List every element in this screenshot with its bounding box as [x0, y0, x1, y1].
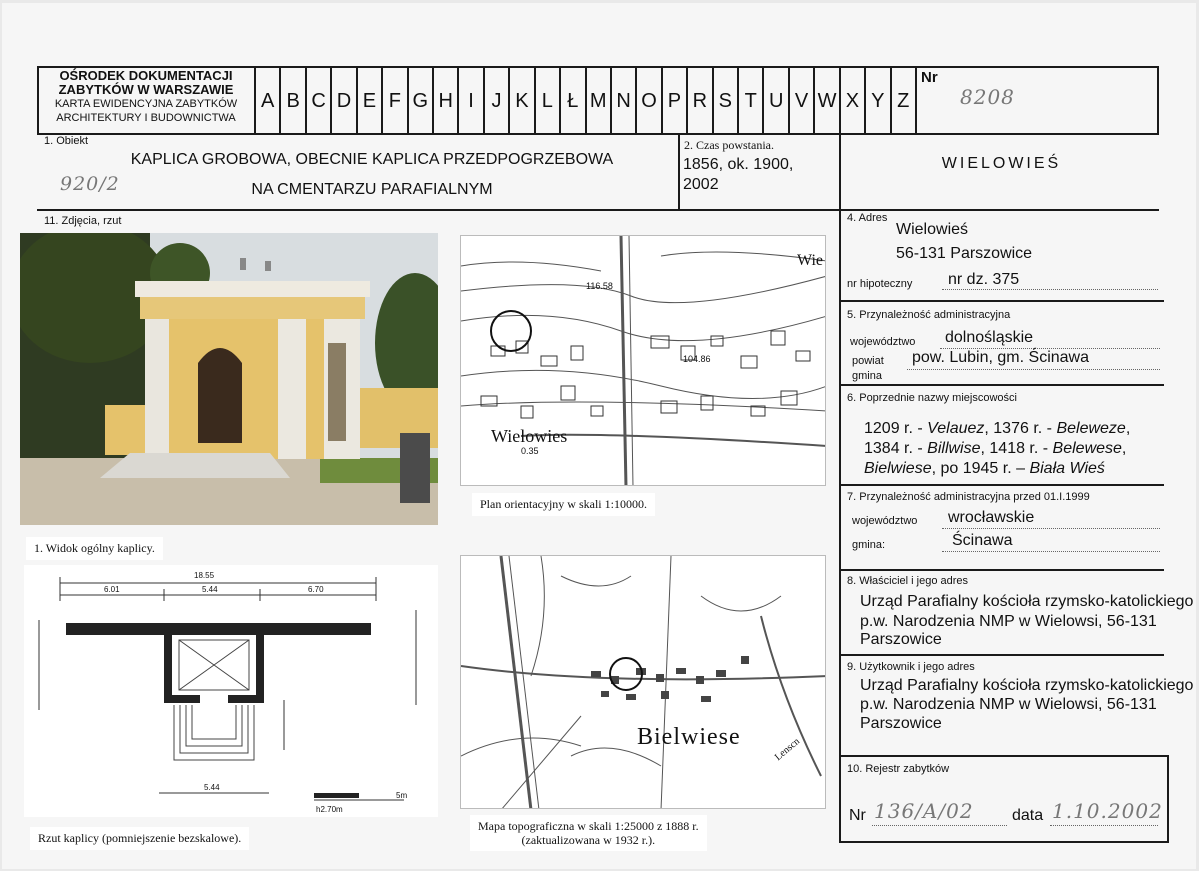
obiekt-line1: KAPLICA GROBOWA, OBECNIE KAPLICA PRZEDPOGRZEBOWA — [130, 151, 614, 168]
obiekt-line2: NA CMENTARZU PARAFIALNYM — [251, 181, 493, 198]
poprz-name-belewese: Belewese — [1052, 440, 1122, 457]
index-letter: C — [305, 68, 330, 134]
plan-map — [460, 235, 826, 486]
hip-label: nr hipoteczny — [847, 278, 913, 290]
rejestr-data-value: 1.10.2002 — [1052, 799, 1163, 823]
chapel-photo — [20, 233, 438, 525]
poprz-name-bielwiese: Bielwiese — [864, 460, 932, 477]
index-letter: R — [686, 68, 711, 134]
przyn-gmina-label: gmina — [852, 370, 882, 382]
poprz-line1 — [864, 420, 1130, 438]
org-subtitle-line1: KARTA EWIDENCYJNA ZABYTKÓW — [54, 98, 238, 110]
uzytkownik-label: 9. Użytkownik i jego adres — [847, 661, 975, 673]
obiekt-handwritten: 920/2 — [60, 173, 120, 195]
rzut-caption: Rzut kaplicy (pomniejszenie bezskalowe). — [30, 827, 249, 850]
index-letter: W — [813, 68, 838, 134]
adres-label: 4. Adres — [847, 212, 888, 224]
nr-label: Nr — [921, 69, 938, 86]
przyn-powiat-dots — [907, 369, 1160, 370]
uzytkownik-line1: Urząd Parafialny kościoła rzymsko-katolickiego — [860, 677, 1194, 694]
floor-plan-drawing — [24, 565, 438, 817]
przyn-powiat-value: pow. Lubin, gm. Ścinawa — [912, 349, 1089, 366]
wlasciciel-line1: Urząd Parafialny kościoła rzymsko-katolickiego — [860, 593, 1194, 610]
index-letter: M — [585, 68, 610, 134]
wlasciciel-line2: p.w. Narodzenia NMP w Wielowsi, 56-131 — [860, 613, 1157, 630]
przyn-powiat-label: powiat — [852, 355, 884, 367]
poprz-name-billwise: Billwise — [927, 440, 981, 457]
rejestr-nr-value: 136/A/02 — [874, 799, 974, 823]
przed-woj-label: województwo — [852, 515, 918, 527]
plan-caption: Plan orientacyjny w skali 1:10000. — [472, 493, 655, 516]
plan-corner-label: Wie — [797, 252, 824, 269]
topo-caption-line1: Mapa topograficzna w skali 1:25000 z 1888 r. — [478, 819, 699, 833]
index-letter: E — [356, 68, 381, 134]
header-right-rule — [1157, 66, 1159, 135]
poprz-line3 — [864, 460, 1105, 478]
przed-gmina-dots — [942, 551, 1160, 552]
dim-total: 18.55 — [194, 571, 215, 580]
index-letter: A — [254, 68, 279, 134]
wlasciciel-line3: Parszowice — [860, 631, 942, 648]
poprz-label: 6. Poprzednie nazwy miejscowości — [847, 392, 1017, 404]
poprz-line1-part2: , 1376 r. - — [984, 420, 1057, 437]
org-name-line1: OŚRODEK DOKUMENTACJI — [59, 68, 233, 83]
przyn-bottom-rule — [839, 384, 1164, 386]
topographic-map — [460, 555, 826, 809]
czas-label: 2. Czas powstania. — [684, 138, 774, 152]
plan-town-label: Wielowies — [491, 426, 568, 446]
przed-gmina-label: gmina: — [852, 539, 886, 551]
rejestr-label: 10. Rejestr zabytków — [847, 763, 950, 775]
przed-woj-value: wrocławskie — [948, 509, 1035, 526]
rejestr-data-dots — [1050, 825, 1158, 826]
hip-dots — [942, 289, 1158, 290]
czas-line1: 1856, ok. 1900, — [683, 156, 794, 173]
photo-caption: 1. Widok ogólny kaplicy. — [26, 537, 163, 560]
org-block — [41, 69, 251, 125]
poprz-line2-part2: , 1418 r. - — [980, 440, 1053, 457]
plan-height2: 104.86 — [683, 354, 711, 364]
index-letter: K — [508, 68, 533, 134]
uzytkownik-line2: p.w. Narodzenia NMP w Wielowsi, 56-131 — [860, 696, 1157, 713]
topo-town-label: Bielwiese — [637, 724, 741, 750]
scale-mark: h2.70m — [316, 805, 343, 814]
przed-label: 7. Przynależność administracyjna przed 01.I.1999 — [847, 491, 1090, 503]
index-letter: Y — [864, 68, 889, 134]
index-letter: D — [330, 68, 355, 134]
dim-bottom: 5.44 — [204, 783, 220, 792]
inventory-card — [2, 3, 1196, 869]
dim-left: 6.01 — [104, 585, 120, 594]
index-letter: G — [407, 68, 432, 134]
poprz-line1-end: , — [1125, 420, 1131, 437]
index-letter: B — [279, 68, 304, 134]
przyn-woj-value: dolnośląskie — [945, 329, 1034, 346]
poprz-name-velauez: Velauez — [927, 420, 985, 437]
poprz-bottom-rule — [839, 484, 1164, 486]
poprz-line3-part: , po 1945 r. – — [931, 460, 1030, 477]
miejscowosc-name: WIELOWIEŚ — [941, 155, 1062, 172]
index-letter: L — [534, 68, 559, 134]
row1-bottom-rule — [37, 209, 1159, 211]
index-letter: S — [712, 68, 737, 134]
obiekt-label: 1. Obiekt — [44, 135, 89, 147]
topo-road-label: Lenscn — [772, 736, 803, 763]
plan-sub-label: 0.35 — [521, 446, 539, 456]
rejestr-data-label: data — [1012, 807, 1044, 824]
topo-caption — [470, 815, 707, 851]
wlasciciel-bottom-rule — [839, 654, 1164, 656]
poprz-line2-end: , — [1121, 440, 1127, 457]
przyn-woj-label: województwo — [850, 336, 916, 348]
dim-right: 6.70 — [308, 585, 324, 594]
wlasciciel-label: 8. Właściciel i jego adres — [847, 575, 969, 587]
czas-left-rule — [678, 133, 680, 210]
index-letter: P — [661, 68, 686, 134]
poprz-name-biala-wies: Biała Wieś — [1029, 460, 1105, 477]
hip-value: nr dz. 375 — [948, 271, 1020, 288]
index-letter: X — [839, 68, 864, 134]
index-letter: N — [610, 68, 635, 134]
czas-line2: 2002 — [683, 176, 719, 193]
rejestr-nr-label: Nr — [849, 807, 866, 824]
przed-bottom-rule — [839, 569, 1164, 571]
przed-woj-dots — [942, 528, 1160, 529]
adres-bottom-rule — [839, 300, 1164, 302]
przed-gmina-value: Ścinawa — [952, 532, 1013, 549]
topo-caption-line2: (zaktualizowana w 1932 r.). — [521, 833, 656, 847]
index-letter: T — [737, 68, 762, 134]
poprz-line1-part: 1209 r. - — [864, 420, 928, 437]
adres-line1: Wielowieś — [896, 221, 969, 238]
index-letter: O — [635, 68, 660, 134]
index-letter: J — [483, 68, 508, 134]
rejestr-nr-dots — [872, 825, 1007, 826]
index-letter: V — [788, 68, 813, 134]
index-letter: Z — [890, 68, 915, 134]
index-letter: U — [762, 68, 787, 134]
index-letter: I — [457, 68, 482, 134]
org-subtitle-line2: ARCHITEKTURY I BUDOWNICTWA — [56, 112, 236, 124]
nr-handwritten-value: 8208 — [960, 85, 1015, 109]
dim-center: 5.44 — [202, 585, 218, 594]
przyn-label: 5. Przynależność administracyjna — [847, 309, 1011, 321]
index-letter: Ł — [559, 68, 584, 134]
index-letter: H — [432, 68, 457, 134]
adres-line2: 56-131 Parszowice — [896, 245, 1033, 262]
poprz-line2 — [864, 440, 1126, 458]
right-column-rule — [839, 133, 841, 843]
header-left-rule — [37, 66, 39, 135]
scale-end: 5m — [396, 791, 408, 800]
poprz-name-beleweze: Beleweze — [1056, 420, 1126, 437]
org-name-line2: ZABYTKÓW W WARSZAWIE — [58, 82, 234, 97]
plan-height1: 116.58 — [586, 281, 613, 291]
uzytkownik-line3: Parszowice — [860, 715, 942, 732]
zdjecia-label: 11. Zdjęcia, rzut — [44, 215, 122, 227]
nr-box-rule — [915, 66, 917, 135]
poprz-line2-part: 1384 r. - — [864, 440, 928, 457]
index-letter: F — [381, 68, 406, 134]
